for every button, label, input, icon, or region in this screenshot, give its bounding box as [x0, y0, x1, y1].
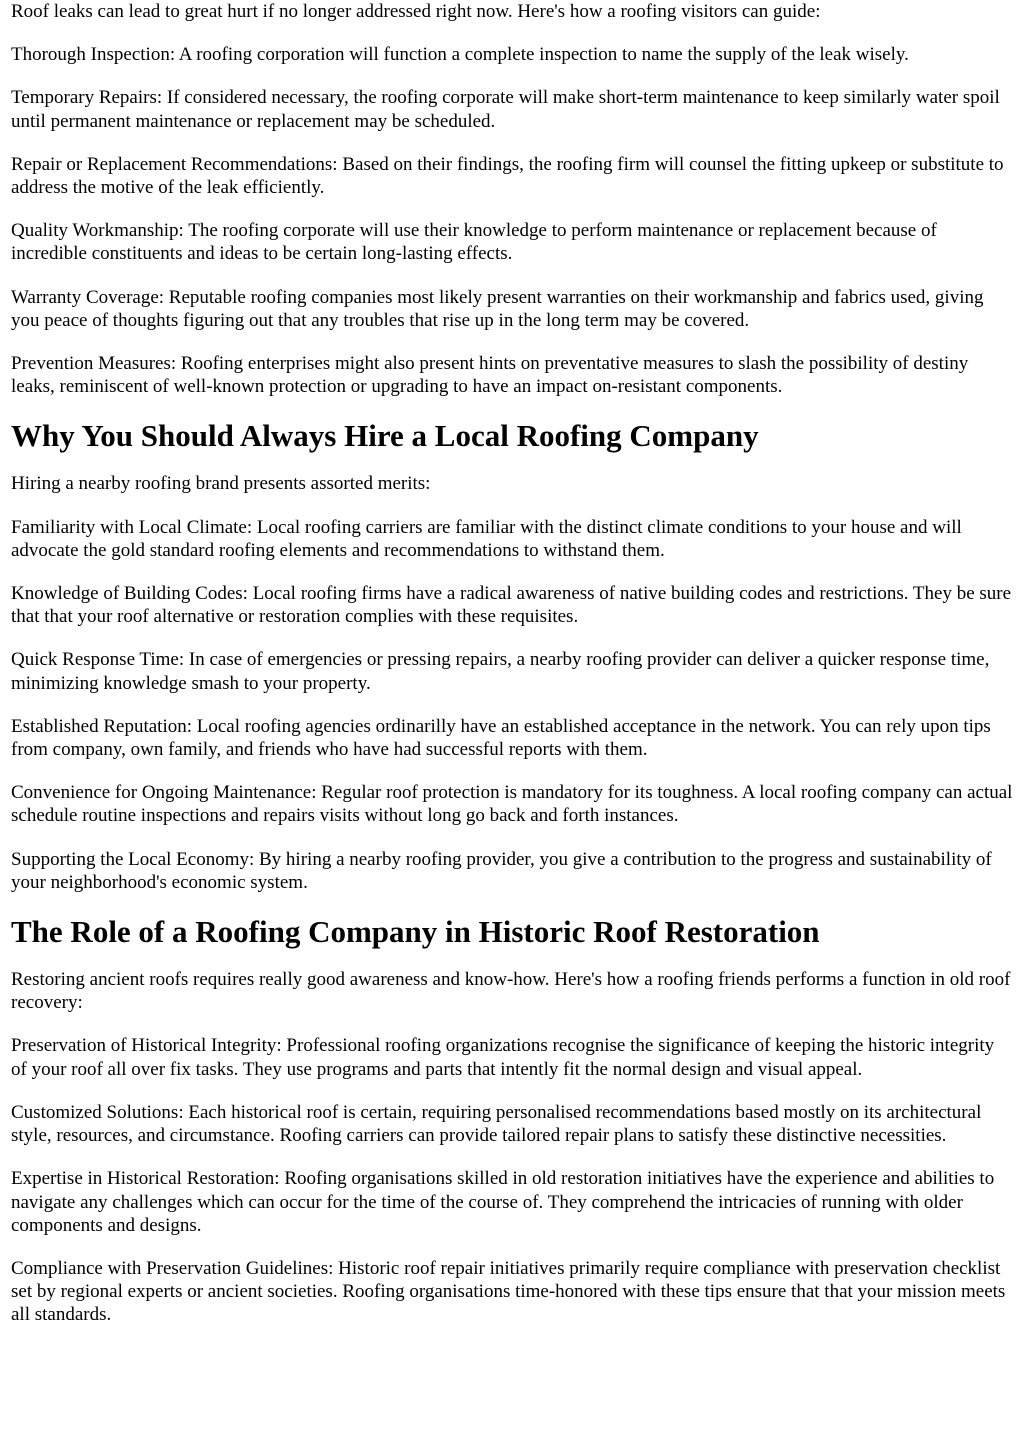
section-intro-paragraph: Hiring a nearby roofing brand presents assorted merits:: [11, 473, 431, 495]
list-paragraph-reputation: Established Reputation: Local roofing agencies ordinarilly have an established acceptance in the network. You can rely upon tips from company, own family, and friends who have had successful reports with them.: [11, 715, 991, 761]
list-paragraph-building-codes: Knowledge of Building Codes: Local roofing firms have a radical awareness of native building codes and restrictions. They be sure that that your roof alternative or restoration complies with these requisites.: [11, 583, 1012, 628]
list-paragraph-historical-integrity: Preservation of Historical Integrity: Professional roofing organizations recognise the significance of keeping the historic integrity of your roof all over fix tasks. They use programs and parts that intently fit the normal design and visual appeal.: [11, 1035, 995, 1080]
list-paragraph-historical-expertise: Expertise in Historical Restoration: Roofing organisations skilled in old restoration initiatives have the experience and abilities to navigate any challenges which can occur for the time of the course of. They comprehend the intricacies of running with older components and designs.: [11, 1168, 995, 1236]
list-paragraph-recommendations: Repair or Replacement Recommendations: Based on their findings, the roofing firm will counsel the fitting upkeep or substitute to address the motive of the leak efficiently.: [11, 153, 1004, 199]
list-paragraph-local-economy: Supporting the Local Economy: By hiring a nearby roofing provider, you give a contribution to the progress and sustainability of your neighborhood's economic system.: [11, 848, 992, 893]
list-paragraph-local-climate: Familiarity with Local Climate: Local roofing carriers are familiar with the distinct climate conditions to your house and will advocate the gold standard roofing elements and recommendations to withstand them.: [11, 516, 962, 561]
list-paragraph-quality-workmanship: Quality Workmanship: The roofing corporate will use their knowledge to perform maintenance or replacement because of incredible constituents and ideas to be certain long-lasting effects.: [11, 220, 937, 265]
section-intro-paragraph: Restoring ancient roofs requires really good awareness and know-how. Here's how a roofing friends performs a function in old roof recovery:: [11, 969, 1011, 1014]
list-paragraph-warranty-coverage: Warranty Coverage: Reputable roofing companies most likely present warranties on their workmanship and fabrics used, giving you peace of thoughts figuring out that any troubles that rise up in the long term may be covered.: [11, 286, 984, 331]
intro-paragraph: Roof leaks can lead to great hurt if no longer addressed right now. Here's how a roofing visitors can guide:: [11, 1, 821, 22]
section-heading-local-company: Why You Should Always Hire a Local Roofing Company: [11, 418, 759, 454]
list-paragraph-thorough-inspection: Thorough Inspection: A roofing corporation will function a complete inspection to name the supply of the leak wisely.: [11, 44, 909, 66]
list-paragraph-response-time: Quick Response Time: In case of emergencies or pressing repairs, a nearby roofing provider can deliver a quicker response time, minimizing knowledge smash to your property.: [11, 649, 990, 694]
list-paragraph-preservation-guidelines: Compliance with Preservation Guidelines: Historic roof repair initiatives primarily require compliance with preservation checklist set by regional experts or ancient societies. Roofing organisations time-honored with these tips ensure that that your mission meets all standards.: [11, 1257, 1006, 1326]
list-paragraph-temporary-repairs: Temporary Repairs: If considered necessary, the roofing corporate will make short-term maintenance to keep similarly water spoil until permanent maintenance or replacement may be scheduled.: [11, 87, 1000, 132]
list-paragraph-prevention-measures: Prevention Measures: Roofing enterprises might also present hints on preventative measures to slash the possibility of destiny leaks, reminiscent of well-known protection or upgrading to have an impact on-resistant components.: [11, 353, 969, 398]
list-paragraph-ongoing-maintenance: Convenience for Ongoing Maintenance: Regular roof protection is mandatory for its toughness. A local roofing company can actual schedule routine inspections and repairs visits without long go back and forth instances.: [11, 782, 1013, 827]
section-heading-historic-restoration: The Role of a Roofing Company in Historic Roof Restoration: [11, 914, 820, 950]
list-paragraph-customized-solutions: Customized Solutions: Each historical roof is certain, requiring personalised recommendations based mostly on its architectural style, resources, and circumstance. Roofing carriers can provide tailored repair plans to satisfy these distinctive necessities.: [11, 1101, 982, 1147]
